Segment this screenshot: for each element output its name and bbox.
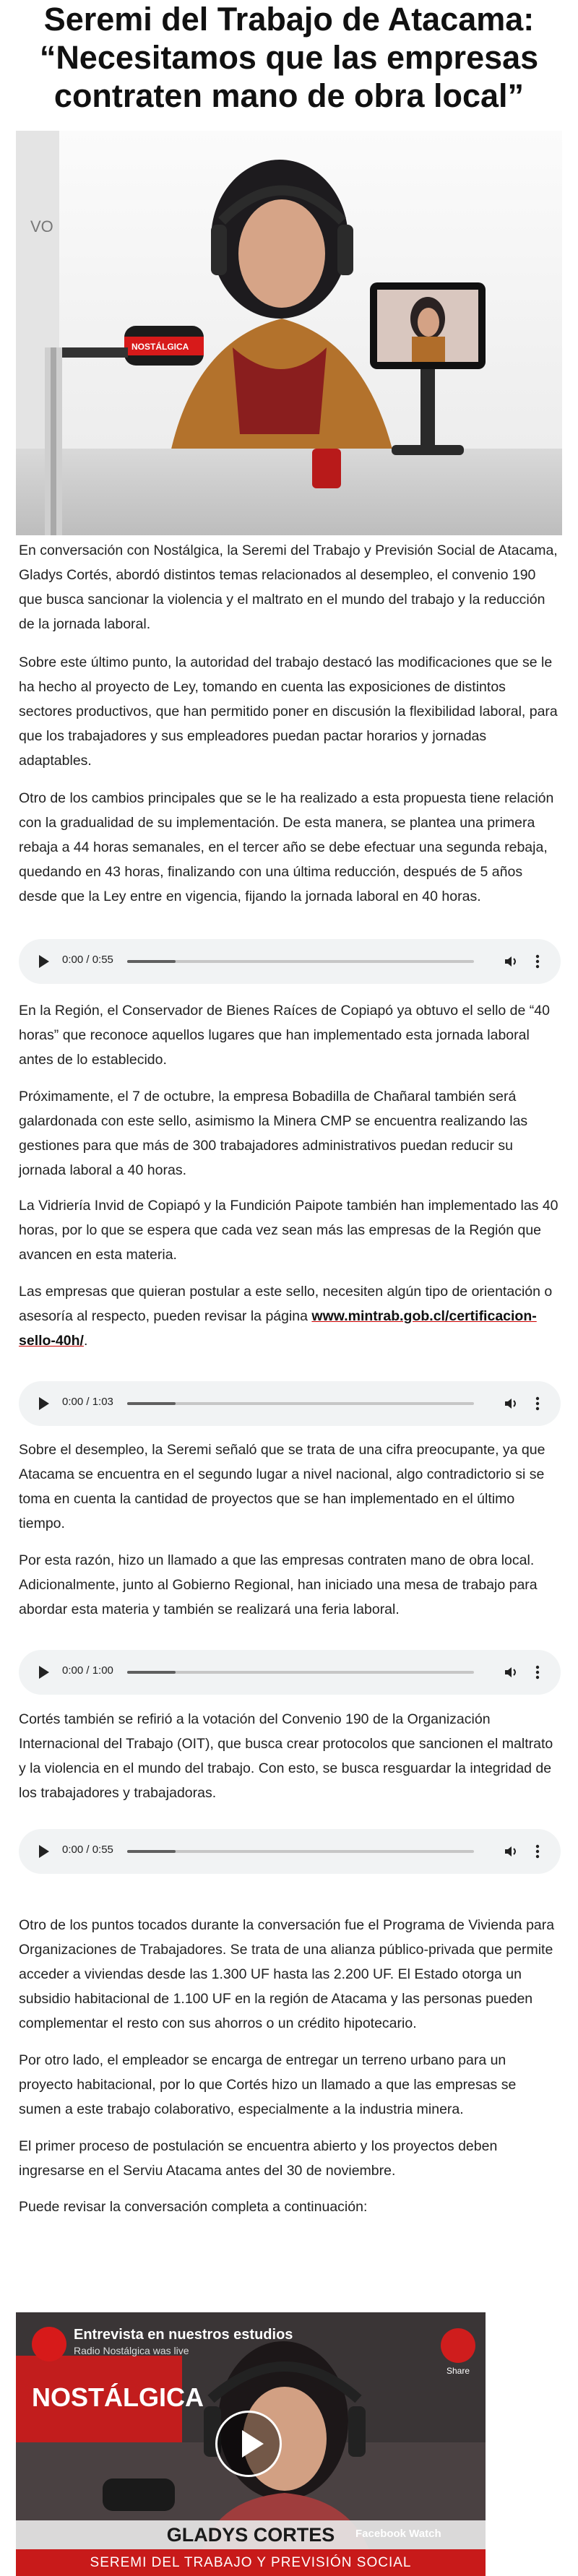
paragraph-modifications: Sobre este último punto, la autoridad del trabajo destacó las modificaciones que se le ha hecho al proyecto de Ley, tomando en cuenta las exposiciones de distintos sectores productivos, que han permitido poner en discusión la flexibilidad laboral, para que los trabajadores y sus empleadores puedan pactar horarios y jornadas adaptables. <box>19 654 558 769</box>
paragraph-housing-program: Otro de los puntos tocados durante la conversación fue el Programa de Vivienda para Organizaciones de Trabajadores. Se trata de una alianza público-privada que permite acceder a viviendas desde las 1.300 UF hasta las 2.200 UF. El Estado otorga un subsidio habitacional de 1.100 UF en la región de Atacama y las personas pueden complementar el resto con sus ahorros o un crédito hipotecario. <box>19 1917 555 2031</box>
mic-brand-label: NOSTÁLGICA <box>131 342 189 352</box>
play-icon[interactable] <box>39 1666 49 1679</box>
apply-end: . <box>83 1333 88 1349</box>
paragraph-local-labor: Por esta razón, hizo un llamado a que las empresas contraten mano de obra local. Adicionalmente, junto al Gobierno Regional, han iniciado una mesa de trabajo para abordar esta materia y también se realizará una feria laboral. <box>19 1552 538 1617</box>
paragraph-intro: En conversación con Nostálgica, la Seremi del Trabajo y Previsión Social de Atacama, Gladys Cortés, abordó distintos temas relacionados al desempleo, el convenio 190 que busca sancionar la violencia y el maltrato en el mundo del trabajo y la reducción de la jornada laboral. <box>19 543 558 632</box>
audio-seek-progress <box>127 1402 176 1405</box>
audio-player-1[interactable] <box>19 939 561 984</box>
paragraph-seal-copiapo: En la Región, el Conservador de Bienes Raíces de Copiapó ya obtuvo el sello de “40 horas” que reconoce aquellos lugares que han implementado esta jornada laboral antes de lo establecido. <box>19 1003 550 1068</box>
apply-text: Las empresas que quieran postular a este sello, necesiten algún tipo de orientación o asesoría al respecto, pueden revisar la página <box>19 1284 553 1324</box>
paragraph-application: El primer proceso de postulación se encuentra abierto y los proyectos deben ingresarse en el Serviu Atacama antes del 30 de noviembre. <box>19 2138 498 2179</box>
svg-text:VO: VO <box>30 217 53 235</box>
volume-icon[interactable] <box>503 1843 520 1860</box>
paragraph-full-conversation: Puede revisar la conversación completa a continuación: <box>19 2199 368 2215</box>
more-options-icon[interactable] <box>529 1395 546 1412</box>
audio-seek-bar[interactable] <box>127 1850 474 1853</box>
volume-icon[interactable] <box>503 1664 520 1681</box>
set-brand-text: NOSTÁLGICA <box>32 2382 204 2412</box>
video-channel-line[interactable] <box>74 2345 189 2356</box>
play-icon[interactable] <box>39 1397 49 1410</box>
paragraph-unemployment: Sobre el desempleo, la Seremi señaló que se trata de una cifra preocupante, ya que Atacama se encuentra en el segundo lugar a nivel nacional, algo contradictorio si se toma en cuenta la cantidad de proyectos que se han implementado en el último tiempo. <box>19 1442 545 1531</box>
play-icon[interactable] <box>39 1845 49 1858</box>
guest-name: GLADYS CORTES <box>166 2524 335 2546</box>
share-icon[interactable] <box>441 2328 475 2363</box>
video-play-button[interactable] <box>215 2411 282 2477</box>
article-title: Seremi del Trabajo de Atacama: “Necesitamos que las empresas contraten mano de obra local” <box>39 1 539 114</box>
audio-seek-progress <box>127 1850 176 1853</box>
more-options-icon[interactable] <box>529 1664 546 1681</box>
paragraph-gradual: Otro de los cambios principales que se le ha realizado a esta propuesta tiene relación con la gradualidad de su implementación. De esta manera, se plantea una primera rebaja a 44 horas semanales, en el tercer año se debe efectuar una segunda rebaja, quedando en 43 horas, finalizando con una última reducción, después de 5 años desde que la Ley entre en vigencia, fijando la jornada laboral en 40 horas. <box>19 790 554 904</box>
channel-logo-icon[interactable] <box>32 2327 66 2361</box>
paragraph-convenio-190: Cortés también se refirió a la votación del Convenio 190 de la Organización Internacional del Trabajo (OIT), que busca crear protocolos que sancionen el maltrato y la violencia en el mundo del trabajo. Con esto, se busca resguardar la integridad de los trabajadores y trabajadoras. <box>19 1711 553 1801</box>
paragraph-apply <box>19 1279 561 1353</box>
audio-seek-progress <box>127 960 176 963</box>
paragraph-invid: La Vidriería Invid de Copiapó y la Fundición Paipote también han implementado las 40 horas, por lo que se espera que cada vez sean más las empresas de la Región que avancen en esta materia. <box>19 1198 558 1263</box>
video-live-status: was live <box>152 2345 189 2356</box>
audio-time: 0:00 / 1:03 <box>62 1396 113 1408</box>
audio-seek-bar[interactable] <box>127 1671 474 1674</box>
play-icon[interactable] <box>39 955 49 968</box>
more-options-icon[interactable] <box>529 953 546 970</box>
more-options-icon[interactable] <box>529 1843 546 1860</box>
paragraph-bobadilla: Próximamente, el 7 de octubre, la empresa Bobadilla de Chañaral también será galardonada con este sello, asimismo la Minera CMP se encuentra realizando las gestiones para que más de 300 trabajadores administrativos puedan reducir su jornada laboral a 40 horas. <box>19 1089 528 1178</box>
audio-time: 0:00 / 0:55 <box>62 1844 113 1856</box>
audio-time: 0:00 / 1:00 <box>62 1664 113 1677</box>
audio-time: 0:00 / 0:55 <box>62 954 113 966</box>
studio-photo <box>16 131 562 535</box>
facebook-watch-label[interactable]: Facebook Watch <box>355 2528 441 2540</box>
article-hero-image <box>16 131 562 535</box>
video-channel[interactable]: Radio Nostálgica <box>74 2345 150 2356</box>
volume-icon[interactable] <box>503 1395 520 1412</box>
audio-seek-bar[interactable] <box>127 1402 474 1405</box>
audio-seek-bar[interactable] <box>127 960 474 963</box>
share-label[interactable]: Share <box>446 2366 470 2376</box>
paragraph-employer: Por otro lado, el empleador se encarga de entregar un terreno urbano para un proyecto habitacional, por lo que Cortés hizo un llamado a que las empresas se sumen a este trabajo colaborativo, especialmente a la industria minera. <box>19 2052 517 2117</box>
audio-player-3[interactable] <box>19 1650 561 1695</box>
volume-icon[interactable] <box>503 953 520 970</box>
facebook-video-embed[interactable] <box>16 2312 486 2576</box>
audio-player-2[interactable] <box>19 1381 561 1426</box>
mintrab-link[interactable]: www.mintrab.gob.cl/certificacion-sello-40h/ <box>19 1308 537 1349</box>
audio-player-4[interactable] <box>19 1829 561 1874</box>
video-title[interactable]: Entrevista en nuestros estudios <box>74 2327 293 2343</box>
audio-seek-progress <box>127 1671 176 1674</box>
guest-role: SEREMI DEL TRABAJO Y PREVISIÓN SOCIAL <box>90 2555 412 2570</box>
